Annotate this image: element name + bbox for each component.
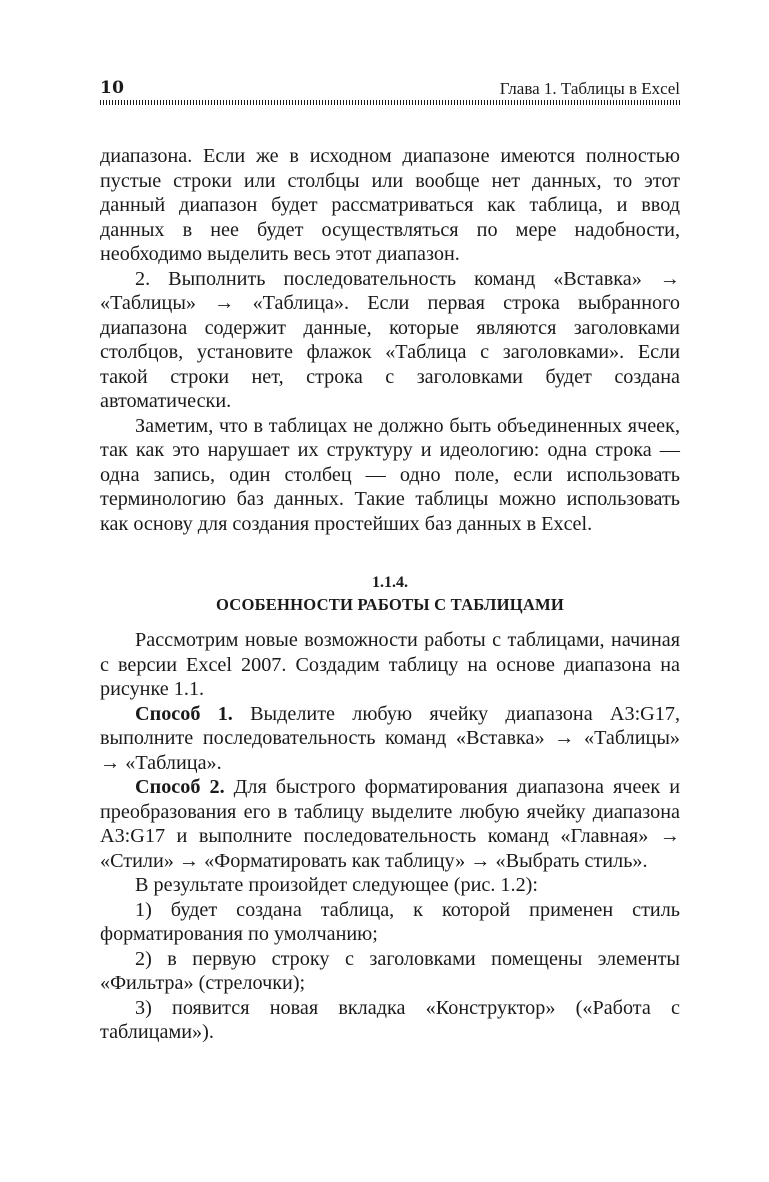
paragraph-method-2 — [100, 775, 680, 873]
method-2-text: Для быстрого форматирования диапазона ячеек и преобразования его в таблицу выделите любую ячейку диапазона A3:G17 и выполните последовательность команд «Главная» → «Стили» → «Форматировать как таблицу» → «Выбрать стиль». — [100, 776, 680, 872]
list-item-2: 2) в первую строку с заголовками помещены элементы «Фильтра» (стрелочки); — [100, 947, 680, 994]
method-1-label: Способ 1. — [135, 702, 233, 725]
body-text — [100, 144, 680, 1045]
header-rule — [100, 100, 680, 105]
paragraph-step-2: 2. Выполнить последовательность команд «Вставка» → «Таблицы» → «Таблица». Если первая строка выбранного диапазона содержит данные, которые являются заголовками столбцов, установите флажок «Таблица с заголовками». Если такой строки нет, строка с заголовками будет создана автоматически. — [100, 267, 680, 412]
paragraph-intro: Рассмотрим новые возможности работы с таблицами, начиная с версии Excel 2007. Создадим таблицу на основе диапазона на рисунке 1.1. — [100, 629, 680, 700]
section-title: ОСОБЕННОСТИ РАБОТЫ С ТАБЛИЦАМИ — [216, 595, 564, 614]
method-2-label: Способ 2. — [135, 776, 225, 798]
section-number: 1.1.4. — [372, 574, 408, 591]
list-item-3: 3) появится новая вкладка «Конструктор» («Работа с таблицами»). — [100, 996, 680, 1043]
paragraph-method-1 — [100, 702, 680, 776]
running-title: Глава 1. Таблицы в Excel — [499, 79, 680, 98]
paragraph-note: Заметим, что в таблицах не должно быть объединенных ячеек, так как это нарушает их структуру и идеологию: одна строка — одна запись, один столбец — одно поле, если использовать терминологию баз данных. Такие таблицы можно использовать как основу для создания простейших баз данных в Excel. — [100, 414, 680, 535]
page-number: 10 — [100, 78, 125, 98]
paragraph-result-intro: В результате произойдет следующее (рис. 1.2): — [135, 874, 538, 896]
section-heading — [100, 572, 680, 616]
list-item-1: 1) будет создана таблица, к которой применен стиль форматирования по умолчанию; — [100, 898, 680, 945]
method-1-text: Выделите любую ячейку диапазона A3:G17, выполните последовательность команд «Вставка» → «Таблицы» → «Таблица». — [100, 702, 680, 774]
paragraph-continuation: диапазона. Если же в исходном диапазоне имеются полностью пустые строки или столбцы или вообще нет данных, то этот данный диапазон будет рассматриваться как таблица, и ввод данных в нее будет осуществляться по мере надобности, необходимо выделить весь этот диапазон. — [100, 145, 680, 265]
